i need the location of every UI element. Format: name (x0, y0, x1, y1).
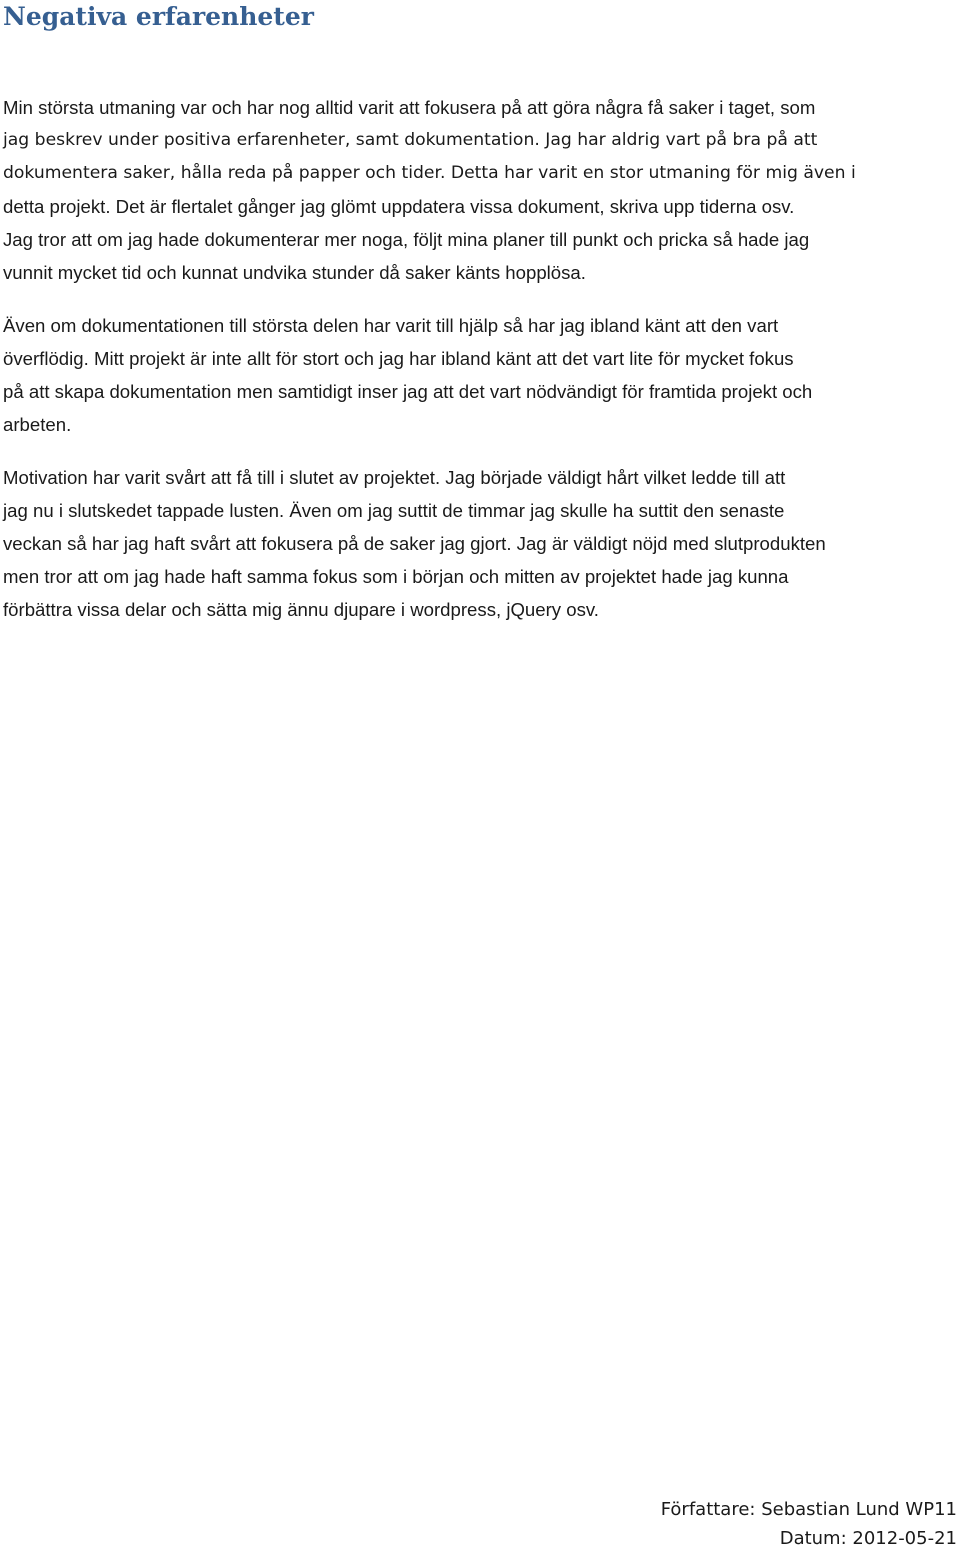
paragraph-2 (3, 309, 953, 441)
text-line: på att skapa dokumentation men samtidigt inser jag att det vart nödvändigt för framtida projekt och (3, 381, 813, 402)
document-footer (661, 1495, 957, 1553)
text-line: arbeten. (3, 414, 72, 435)
text-line: vunnit mycket tid och kunnat undvika stunder då saker känts hopplösa. (3, 262, 586, 283)
text-line: jag nu i slutskedet tappade lusten. Även om jag suttit de timmar jag skulle ha suttit den senaste (3, 500, 785, 521)
author-line: Författare: Sebastian Lund WP11 (660, 1499, 957, 1520)
text-line: förbättra vissa delar och sätta mig ännu djupare i wordpress, jQuery osv. (3, 599, 599, 620)
document-body (3, 91, 953, 646)
text-line: men tror att om jag hade haft samma fokus som i början och mitten av projektet hade jag kunna (3, 566, 789, 587)
text-line: dokumentera saker, hålla reda på papper och tider. Detta har varit en stor utmaning för mig även i (3, 163, 856, 183)
text-line: Min största utmaning var och har nog alltid varit att fokusera på att göra några få saker i taget, som (3, 97, 816, 118)
text-line: Motivation har varit svårt att få till i slutet av projektet. Jag började väldigt hårt vilket ledde till att (3, 467, 786, 488)
text-line: överflödig. Mitt projekt är inte allt för stort och jag har ibland känt att det vart lite för mycket fokus (3, 348, 794, 369)
text-line: Även om dokumentationen till största delen har varit till hjälp så har jag ibland känt att den vart (3, 315, 779, 336)
text-line: jag beskrev under positiva erfarenheter, samt dokumentation. Jag har aldrig vart på bra på att (3, 130, 818, 150)
date-line: Datum: 2012-05-21 (779, 1528, 957, 1549)
page-heading: Negativa erfarenheter (3, 2, 314, 31)
paragraph-3 (3, 461, 953, 626)
paragraph-1 (3, 91, 953, 289)
text-line: detta projekt. Det är flertalet gånger jag glömt uppdatera vissa dokument, skriva upp tiderna osv. (3, 196, 795, 217)
text-line: veckan så har jag haft svårt att fokusera på de saker jag gjort. Jag är väldigt nöjd med slutprodukten (3, 533, 826, 554)
text-line: Jag tror att om jag hade dokumenterar mer noga, följt mina planer till punkt och pricka så hade jag (3, 229, 810, 250)
